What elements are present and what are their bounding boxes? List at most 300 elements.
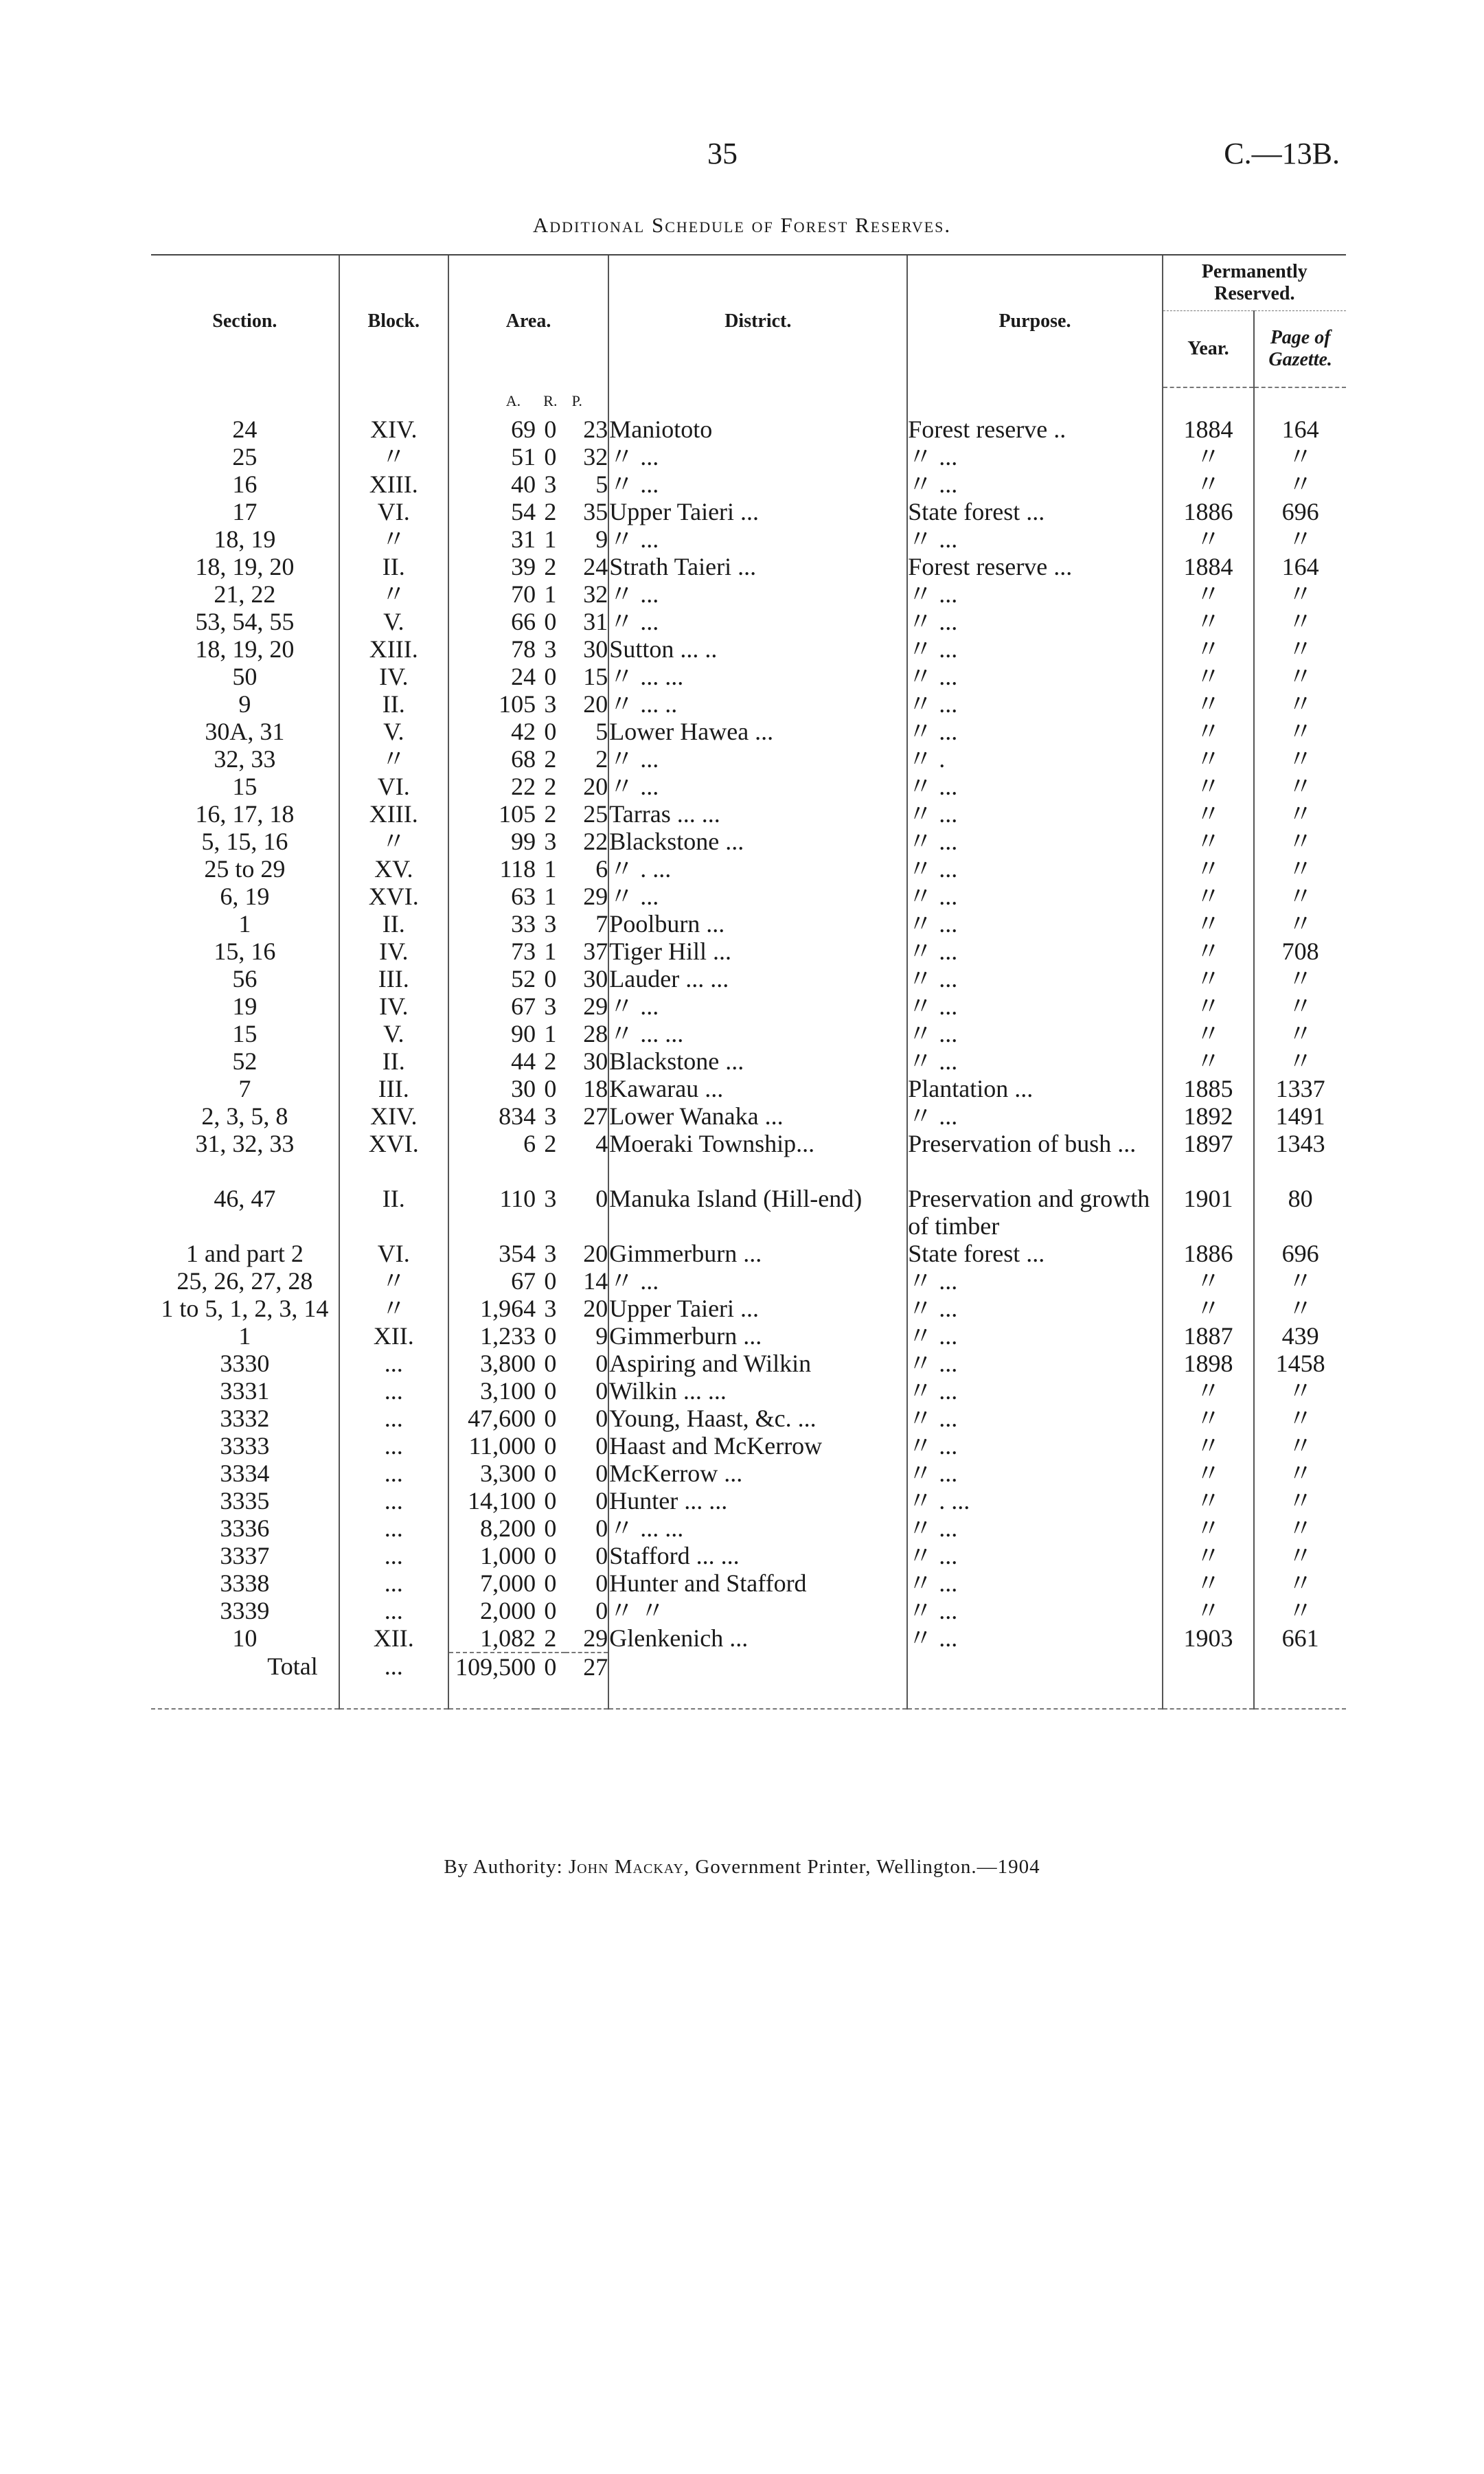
cell-year: 〃 (1163, 1597, 1255, 1624)
cell-section: 3339 (220, 1597, 270, 1624)
cell-perches: 0 (595, 1487, 608, 1514)
cell-section: 1 (238, 1322, 251, 1350)
table-row (151, 1295, 1346, 1322)
cell-acres: 51 (448, 443, 536, 470)
cell-perches: 20 (583, 690, 608, 718)
spacer-cell (339, 1681, 448, 1709)
cell-roods: 1 (544, 883, 557, 910)
cell-roods: 3 (544, 635, 557, 663)
cell-acres: 40 (448, 470, 536, 498)
cell-perches: 0 (595, 1432, 608, 1460)
cell-roods: 0 (544, 1597, 557, 1624)
cell-roods: 2 (544, 553, 557, 580)
cell-acres: 105 (448, 800, 536, 828)
cell-section: 21, 22 (214, 580, 276, 608)
cell-page: 〃 (1254, 1542, 1346, 1569)
cell-year: 1903 (1163, 1624, 1255, 1653)
cell-page: 〃 (1254, 965, 1346, 992)
cell-acres: 54 (448, 498, 536, 525)
cell-section: 15 (232, 1020, 258, 1047)
cell-section: 30A, 31 (205, 718, 285, 745)
cell-acres: 118 (448, 855, 536, 883)
cell-perches: 0 (595, 1514, 608, 1542)
cell-roods: 1 (544, 525, 557, 553)
cell-roods: 0 (544, 1322, 557, 1350)
cell-block: ... (339, 1514, 448, 1542)
cell-perches: 0 (595, 1377, 608, 1405)
cell-page: 〃 (1254, 773, 1346, 800)
cell-purpose: 〃 ... (907, 855, 1162, 883)
cell-district: 〃 . ... (608, 855, 907, 883)
cell-section: 15 (232, 773, 258, 800)
cell-page (1254, 1653, 1346, 1681)
cell-perches: 5 (595, 718, 608, 745)
cell-block: XVI. (339, 883, 448, 910)
table-row (151, 1377, 1346, 1405)
cell-year: 〃 (1163, 800, 1255, 828)
cell-block: ... (339, 1460, 448, 1487)
cell-purpose: 〃 ... (907, 443, 1162, 470)
cell-section: 9 (238, 690, 251, 718)
cell-section: 25 (232, 443, 258, 470)
cell-year: 〃 (1163, 1405, 1255, 1432)
footer-prefix: By Authority: (444, 1856, 563, 1878)
unit-row (151, 387, 1346, 416)
cell-acres: 11,000 (448, 1432, 536, 1460)
cell-roods: 0 (544, 1432, 557, 1460)
cell-section: 3335 (220, 1487, 270, 1514)
cell-acres: 354 (448, 1240, 536, 1267)
cell-district: Hunter ... ... (608, 1487, 907, 1514)
cell-perches: 0 (595, 1350, 608, 1377)
cell-page: 696 (1254, 1240, 1346, 1267)
cell-section: 1 to 5, 1, 2, 3, 14 (161, 1295, 329, 1322)
cell-district: 〃 ... (608, 745, 907, 773)
table-row (151, 1102, 1346, 1130)
cell-perches: 37 (583, 938, 608, 965)
cell-district: Moeraki Township... (608, 1130, 907, 1185)
cell-year: 〃 (1163, 470, 1255, 498)
cell-acres: 66 (448, 608, 536, 635)
cell-section: 15, 16 (214, 938, 276, 965)
cell-roods: 0 (544, 663, 557, 690)
cell-roods: 0 (544, 1569, 557, 1597)
cell-district: 〃 ... ... (608, 1514, 907, 1542)
cell-page: 〃 (1254, 828, 1346, 855)
cell-perches: 30 (583, 635, 608, 663)
cell-acres: 47,600 (448, 1405, 536, 1432)
cell-purpose: Forest reserve .. (907, 416, 1162, 443)
cell-roods: 3 (544, 828, 557, 855)
cell-perches: 0 (595, 1185, 608, 1212)
cell-district: Haast and McKerrow (608, 1432, 907, 1460)
cell-page: 〃 (1254, 1267, 1346, 1295)
cell-page: 〃 (1254, 663, 1346, 690)
cell-roods: 0 (544, 1350, 557, 1377)
cell-roods: 1 (544, 1020, 557, 1047)
table-row (151, 1432, 1346, 1460)
col-block: Block. (339, 255, 448, 387)
cell-roods: 2 (544, 1047, 557, 1075)
cell-year: 1886 (1163, 498, 1255, 525)
table-row (151, 855, 1346, 883)
cell-roods: 0 (544, 1377, 557, 1405)
cell-acres: 8,200 (448, 1514, 536, 1542)
cell-roods: 0 (544, 718, 557, 745)
table-row (151, 800, 1346, 828)
cell-acres: 110 (448, 1185, 536, 1240)
table-row (151, 1047, 1346, 1075)
cell-section: 46, 47 (214, 1185, 276, 1212)
cell-perches: 18 (583, 1075, 608, 1102)
cell-acres: 7,000 (448, 1569, 536, 1597)
unit-acres: A. (448, 387, 536, 416)
cell-section: 31, 32, 33 (195, 1130, 295, 1157)
total-acres: 109,500 (448, 1653, 536, 1681)
cell-acres: 3,800 (448, 1350, 536, 1377)
cell-year: 〃 (1163, 1295, 1255, 1322)
cell-section: 16 (232, 470, 258, 498)
cell-block: VI. (339, 773, 448, 800)
cell-year: 〃 (1163, 1047, 1255, 1075)
cell-roods: 3 (544, 1295, 557, 1322)
cell-page: 〃 (1254, 580, 1346, 608)
cell-block: 〃 (339, 443, 448, 470)
table-row (151, 1542, 1346, 1569)
cell-section: 18, 19, 20 (195, 635, 295, 663)
cell-year: 〃 (1163, 855, 1255, 883)
cell-perches: 29 (583, 1624, 608, 1652)
cell-purpose: 〃 ... (907, 1377, 1162, 1405)
cell-page: 〃 (1254, 1487, 1346, 1514)
cell-district: 〃 ... (608, 992, 907, 1020)
cell-acres: 14,100 (448, 1487, 536, 1514)
cell-year: 〃 (1163, 938, 1255, 965)
table-row (151, 938, 1346, 965)
col-section: Section. (151, 255, 339, 387)
cell-page: 〃 (1254, 992, 1346, 1020)
cell-acres: 70 (448, 580, 536, 608)
cell-block: 〃 (339, 745, 448, 773)
cell-roods: 0 (544, 1075, 557, 1102)
cell-roods: 2 (544, 1624, 557, 1652)
cell-district: Strath Taieri ... (608, 553, 907, 580)
table-row (151, 1185, 1346, 1240)
cell-perches: 27 (583, 1102, 608, 1130)
cell-district: 〃 ... ... (608, 663, 907, 690)
cell-year: 1884 (1163, 553, 1255, 580)
cell-block: ... (339, 1487, 448, 1514)
cell-block: V. (339, 608, 448, 635)
cell-district: Gimmerburn ... (608, 1322, 907, 1350)
table-row (151, 1130, 1346, 1185)
cell-perches: 20 (583, 773, 608, 800)
cell-perches: 0 (595, 1460, 608, 1487)
cell-year: 〃 (1163, 1267, 1255, 1295)
cell-district: Poolburn ... (608, 910, 907, 938)
table-row (151, 1487, 1346, 1514)
cell-district: Gimmerburn ... (608, 1240, 907, 1267)
cell-year: 〃 (1163, 608, 1255, 635)
cell-section: 25 to 29 (204, 855, 286, 883)
cell-block: III. (339, 1075, 448, 1102)
cell-year: 1897 (1163, 1130, 1255, 1185)
cell-block: II. (339, 1047, 448, 1075)
cell-purpose: 〃 ... (907, 1322, 1162, 1350)
cell-roods: 3 (544, 1102, 557, 1130)
cell-district: 〃 ... (608, 580, 907, 608)
cell-page: 〃 (1254, 718, 1346, 745)
cell-perches: 23 (583, 416, 608, 443)
cell-block: 〃 (339, 828, 448, 855)
col-year: Year. (1163, 311, 1255, 388)
spacer-cell (448, 1681, 536, 1709)
cell-purpose: 〃 ... (907, 718, 1162, 745)
cell-perches: 35 (583, 498, 608, 525)
spacer-cell (1163, 1681, 1255, 1709)
cell-purpose: 〃 ... (907, 1267, 1162, 1295)
cell-perches: 0 (595, 1597, 608, 1624)
cell-district: Hunter and Stafford (608, 1569, 907, 1597)
cell-district: 〃 ... (608, 525, 907, 553)
cell-purpose: 〃 ... (907, 828, 1162, 855)
cell-block: XII. (339, 1624, 448, 1653)
cell-purpose: 〃 ... (907, 1405, 1162, 1432)
cell-year: 1885 (1163, 1075, 1255, 1102)
cell-page: 〃 (1254, 1460, 1346, 1487)
cell-year: 〃 (1163, 690, 1255, 718)
cell-acres: 834 (448, 1102, 536, 1130)
cell-perches: 15 (583, 663, 608, 690)
cell-acres: 90 (448, 1020, 536, 1047)
cell-purpose: 〃 . (907, 745, 1162, 773)
cell-block: XIV. (339, 1102, 448, 1130)
table-row (151, 443, 1346, 470)
cell-perches: 31 (583, 608, 608, 635)
cell-page: 〃 (1254, 1047, 1346, 1075)
spacer-cell (608, 1681, 907, 1709)
table-row (151, 470, 1346, 498)
cell-district: Lauder ... ... (608, 965, 907, 992)
cell-block: XIII. (339, 635, 448, 663)
cell-perches: 24 (583, 553, 608, 580)
cell-roods: 2 (544, 1130, 557, 1157)
cell-section: 2, 3, 5, 8 (201, 1102, 288, 1130)
cell-district: 〃 ... .. (608, 690, 907, 718)
cell-acres: 78 (448, 635, 536, 663)
cell-acres: 105 (448, 690, 536, 718)
total-block: ... (339, 1653, 448, 1681)
cell-year: 〃 (1163, 910, 1255, 938)
table-row (151, 553, 1346, 580)
cell-year: 〃 (1163, 1514, 1255, 1542)
cell-block: XVI. (339, 1130, 448, 1185)
cell-year: 〃 (1163, 828, 1255, 855)
table-row (151, 883, 1346, 910)
cell-page: 〃 (1254, 1569, 1346, 1597)
table-row (151, 1322, 1346, 1350)
cell-page: 〃 (1254, 1377, 1346, 1405)
cell-acres: 44 (448, 1047, 536, 1075)
table-row (151, 1075, 1346, 1102)
cell-purpose: 〃 ... (907, 470, 1162, 498)
cell-purpose (907, 1653, 1162, 1681)
cell-block: ... (339, 1432, 448, 1460)
table-row (151, 992, 1346, 1020)
cell-perches: 29 (583, 992, 608, 1020)
cell-district: Lower Hawea ... (608, 718, 907, 745)
cell-purpose: 〃 ... (907, 1569, 1162, 1597)
cell-page: 164 (1254, 553, 1346, 580)
cell-section: 19 (232, 992, 258, 1020)
cell-page: 〃 (1254, 525, 1346, 553)
cell-perches: 0 (595, 1569, 608, 1597)
cell-year: 〃 (1163, 635, 1255, 663)
cell-year: 1886 (1163, 1240, 1255, 1267)
cell-page: 〃 (1254, 1597, 1346, 1624)
cell-purpose: 〃 ... (907, 690, 1162, 718)
cell-block: IV. (339, 992, 448, 1020)
cell-purpose: 〃 ... (907, 580, 1162, 608)
cell-section: 3333 (220, 1432, 270, 1460)
cell-section: 3331 (220, 1377, 270, 1405)
cell-roods: 0 (544, 1460, 557, 1487)
cell-purpose: 〃 ... (907, 883, 1162, 910)
cell-section: 17 (232, 498, 258, 525)
cell-block: ... (339, 1350, 448, 1377)
table-row (151, 663, 1346, 690)
cell-block: XIV. (339, 416, 448, 443)
cell-page: 164 (1254, 416, 1346, 443)
cell-roods: 0 (544, 416, 557, 443)
cell-district: Tiger Hill ... (608, 938, 907, 965)
cell-perches: 32 (583, 443, 608, 470)
table-row (151, 1460, 1346, 1487)
cell-page: 661 (1254, 1624, 1346, 1653)
cell-district: 〃 ... (608, 773, 907, 800)
cell-district: Glenkenich ... (608, 1624, 907, 1653)
table-row (151, 525, 1346, 553)
cell-district: Tarras ... ... (608, 800, 907, 828)
col-page-of-gazette: Page of Gazette. (1254, 311, 1346, 388)
cell-roods: 0 (544, 1405, 557, 1432)
cell-purpose: 〃 ... (907, 800, 1162, 828)
cell-district: Maniototo (608, 416, 907, 443)
cell-acres: 39 (448, 553, 536, 580)
table-row (151, 965, 1346, 992)
cell-purpose: State forest ... (907, 1240, 1162, 1267)
spacer-cell (565, 1681, 609, 1709)
cell-section: 1 (238, 910, 251, 938)
table-row (151, 910, 1346, 938)
cell-district: Stafford ... ... (608, 1542, 907, 1569)
cell-section: 3334 (220, 1460, 270, 1487)
footer-rest: , Government Printer, Wellington.—1904 (683, 1856, 1040, 1878)
cell-section: 10 (232, 1624, 258, 1652)
cell-year: 〃 (1163, 883, 1255, 910)
cell-district: Wilkin ... ... (608, 1377, 907, 1405)
table-row (151, 416, 1346, 443)
cell-page: 〃 (1254, 800, 1346, 828)
table-bottom-rule (151, 1681, 1346, 1709)
cell-perches: 0 (595, 1405, 608, 1432)
cell-acres: 42 (448, 718, 536, 745)
cell-block: ... (339, 1569, 448, 1597)
cell-purpose: 〃 ... (907, 1624, 1162, 1653)
cell-purpose: 〃 ... (907, 1020, 1162, 1047)
cell-roods: 0 (544, 1267, 557, 1295)
cell-block: II. (339, 553, 448, 580)
cell-district: Upper Taieri ... (608, 1295, 907, 1322)
cell-purpose: 〃 ... (907, 635, 1162, 663)
cell-purpose: 〃 ... (907, 1542, 1162, 1569)
cell-purpose: 〃 ... (907, 992, 1162, 1020)
cell-page: 〃 (1254, 1020, 1346, 1047)
cell-block: ... (339, 1377, 448, 1405)
cell-year: 〃 (1163, 1460, 1255, 1487)
cell-block: VI. (339, 1240, 448, 1267)
cell-block: IV. (339, 938, 448, 965)
cell-district: Blackstone ... (608, 828, 907, 855)
cell-page: 〃 (1254, 635, 1346, 663)
cell-roods: 3 (544, 1185, 557, 1212)
cell-perches: 32 (583, 580, 608, 608)
cell-district: Lower Wanaka ... (608, 1102, 907, 1130)
table-row (151, 1569, 1346, 1597)
cell-block: XIII. (339, 800, 448, 828)
cell-section: 6, 19 (220, 883, 270, 910)
forest-reserves-table (151, 254, 1346, 1710)
cell-purpose: 〃 ... (907, 773, 1162, 800)
cell-perches: 0 (595, 1542, 608, 1569)
cell-section: 25, 26, 27, 28 (176, 1267, 313, 1295)
cell-year: 1887 (1163, 1322, 1255, 1350)
cell-perches: 30 (583, 965, 608, 992)
cell-purpose: Preservation of bush ... (907, 1130, 1162, 1185)
cell-section: 18, 19 (214, 525, 276, 553)
spacer-cell (151, 1681, 339, 1709)
cell-block: IV. (339, 663, 448, 690)
cell-purpose: Preservation and growth of timber (907, 1185, 1162, 1240)
cell-roods: 0 (544, 965, 557, 992)
table-row (151, 580, 1346, 608)
table-row (151, 828, 1346, 855)
cell-roods: 3 (544, 470, 557, 498)
page-number: 35 (707, 137, 738, 170)
cell-page: 〃 (1254, 1295, 1346, 1322)
cell-block: 〃 (339, 580, 448, 608)
cell-district: 〃 〃 (608, 1597, 907, 1624)
cell-purpose: 〃 ... (907, 1102, 1162, 1130)
cell-purpose: 〃 . ... (907, 1487, 1162, 1514)
cell-section: 3336 (220, 1514, 270, 1542)
cell-roods: 0 (544, 443, 557, 470)
unit-perches: P. (571, 392, 582, 409)
cell-year: 〃 (1163, 525, 1255, 553)
cell-acres: 67 (448, 992, 536, 1020)
table-row (151, 498, 1346, 525)
cell-purpose: Plantation ... (907, 1075, 1162, 1102)
cell-year: 〃 (1163, 1020, 1255, 1047)
cell-purpose: 〃 ... (907, 1514, 1162, 1542)
cell-purpose: 〃 ... (907, 1350, 1162, 1377)
cell-acres: 22 (448, 773, 536, 800)
table-row (151, 1350, 1346, 1377)
total-roods: 0 (536, 1653, 564, 1681)
cell-section: 16, 17, 18 (195, 800, 295, 828)
cell-block: V. (339, 718, 448, 745)
cell-district: Young, Haast, &c. ... (608, 1405, 907, 1432)
